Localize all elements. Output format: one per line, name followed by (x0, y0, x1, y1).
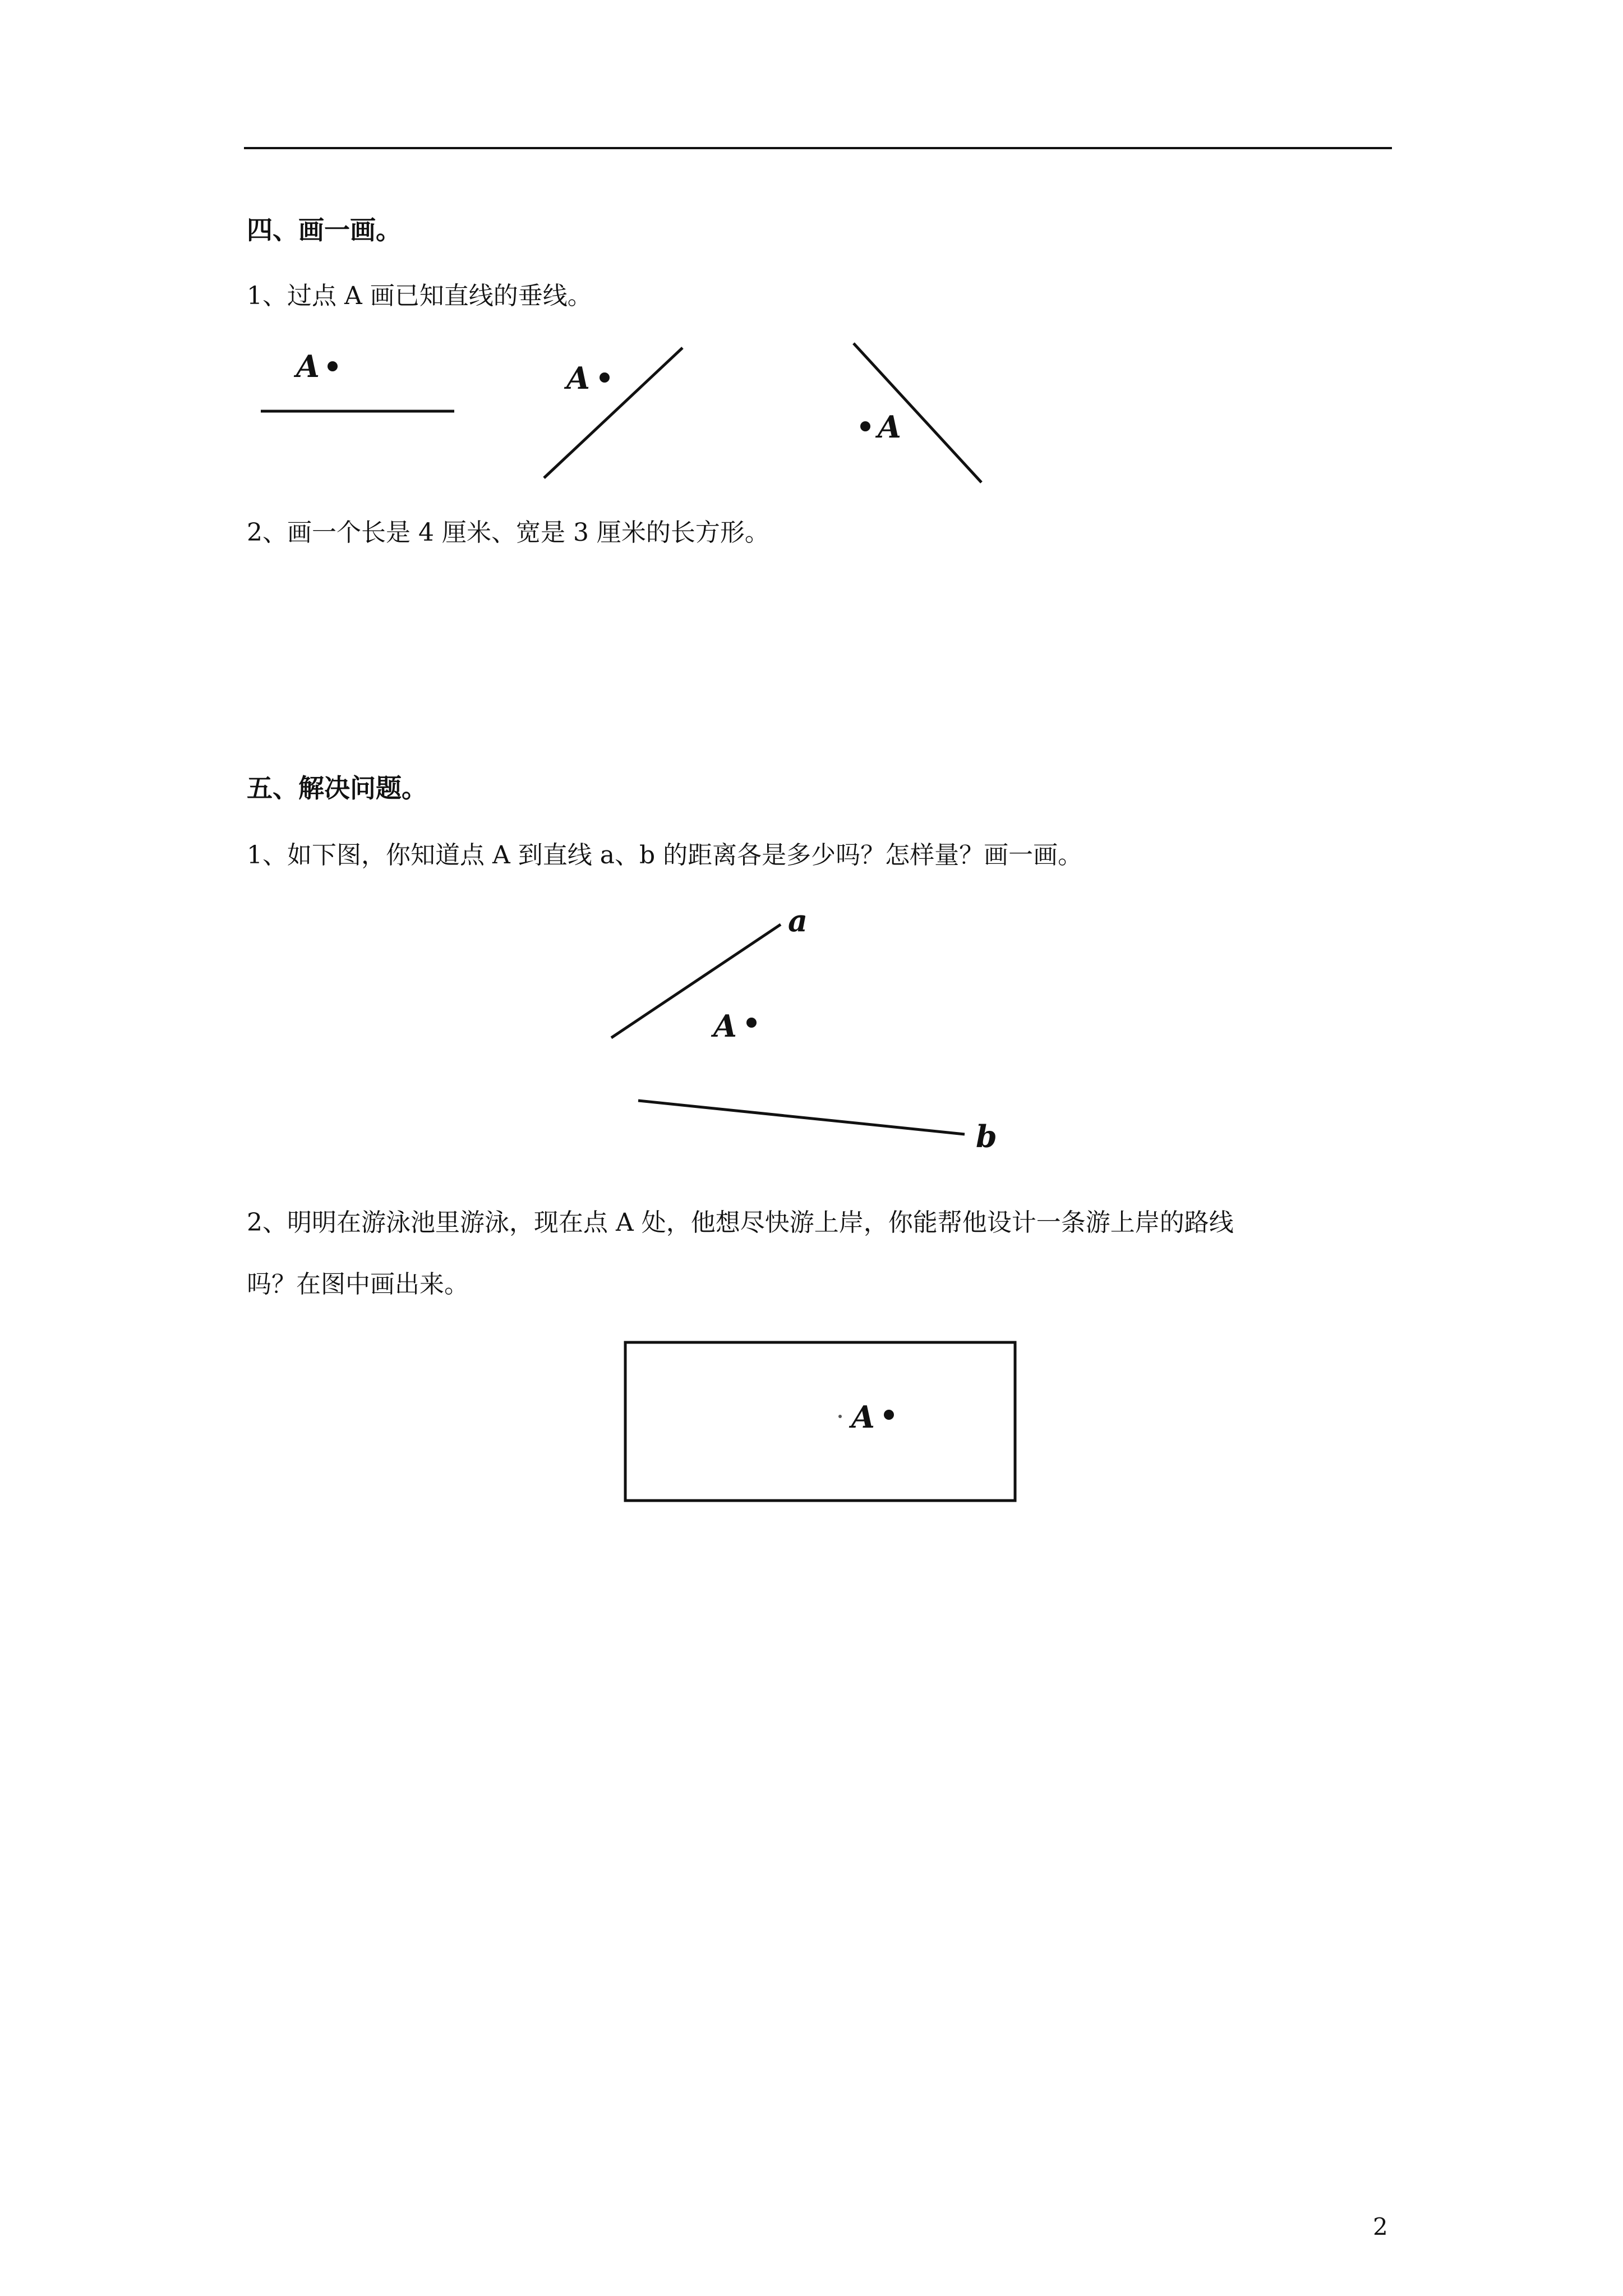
point-dot (884, 1410, 894, 1420)
given-line (544, 348, 683, 478)
distance-figure (611, 903, 997, 1154)
section-4-title: 四、画一画。 (247, 215, 402, 245)
question-5-2-line2: 吗？在图中画出来。 (247, 1270, 469, 1299)
question-4-2: 2、画一个长是 4 厘米、宽是 3 厘米的长方形。 (247, 518, 769, 547)
point-dot (746, 1018, 757, 1028)
pool-figure (625, 1342, 1015, 1501)
line-b (638, 1101, 965, 1134)
section-5-title: 五、解决问题。 (247, 773, 427, 803)
point-label: A (713, 1008, 737, 1044)
point-label: A (878, 409, 901, 445)
question-5-1: 1、如下图，你知道点 A 到直线 a、b 的距离各是多少吗？怎样量？画一画。 (247, 841, 1083, 869)
perpendicular-figure-falling (854, 343, 981, 482)
point-label: A (296, 348, 320, 384)
line-b-label: b (976, 1119, 997, 1154)
perpendicular-figure-rising (544, 348, 683, 478)
page-number: 2 (1373, 2213, 1388, 2240)
given-line (854, 343, 981, 482)
point-dot (860, 421, 870, 431)
line-a-label: a (788, 903, 808, 938)
point-label: A (566, 360, 590, 396)
perpendicular-figure-horizontal (261, 348, 454, 411)
question-4-1: 1、过点 A 画已知直线的垂线。 (247, 282, 592, 310)
point-label: A (851, 1399, 875, 1435)
point-dot (600, 372, 610, 383)
point-dot (328, 361, 338, 371)
question-5-2-line1: 2、明明在游泳池里游泳，现在点 A 处，他想尽快游上岸，你能帮他设计一条游上岸的路线 (247, 1208, 1234, 1237)
stray-dot (838, 1415, 842, 1418)
pool-rectangle (625, 1342, 1015, 1501)
